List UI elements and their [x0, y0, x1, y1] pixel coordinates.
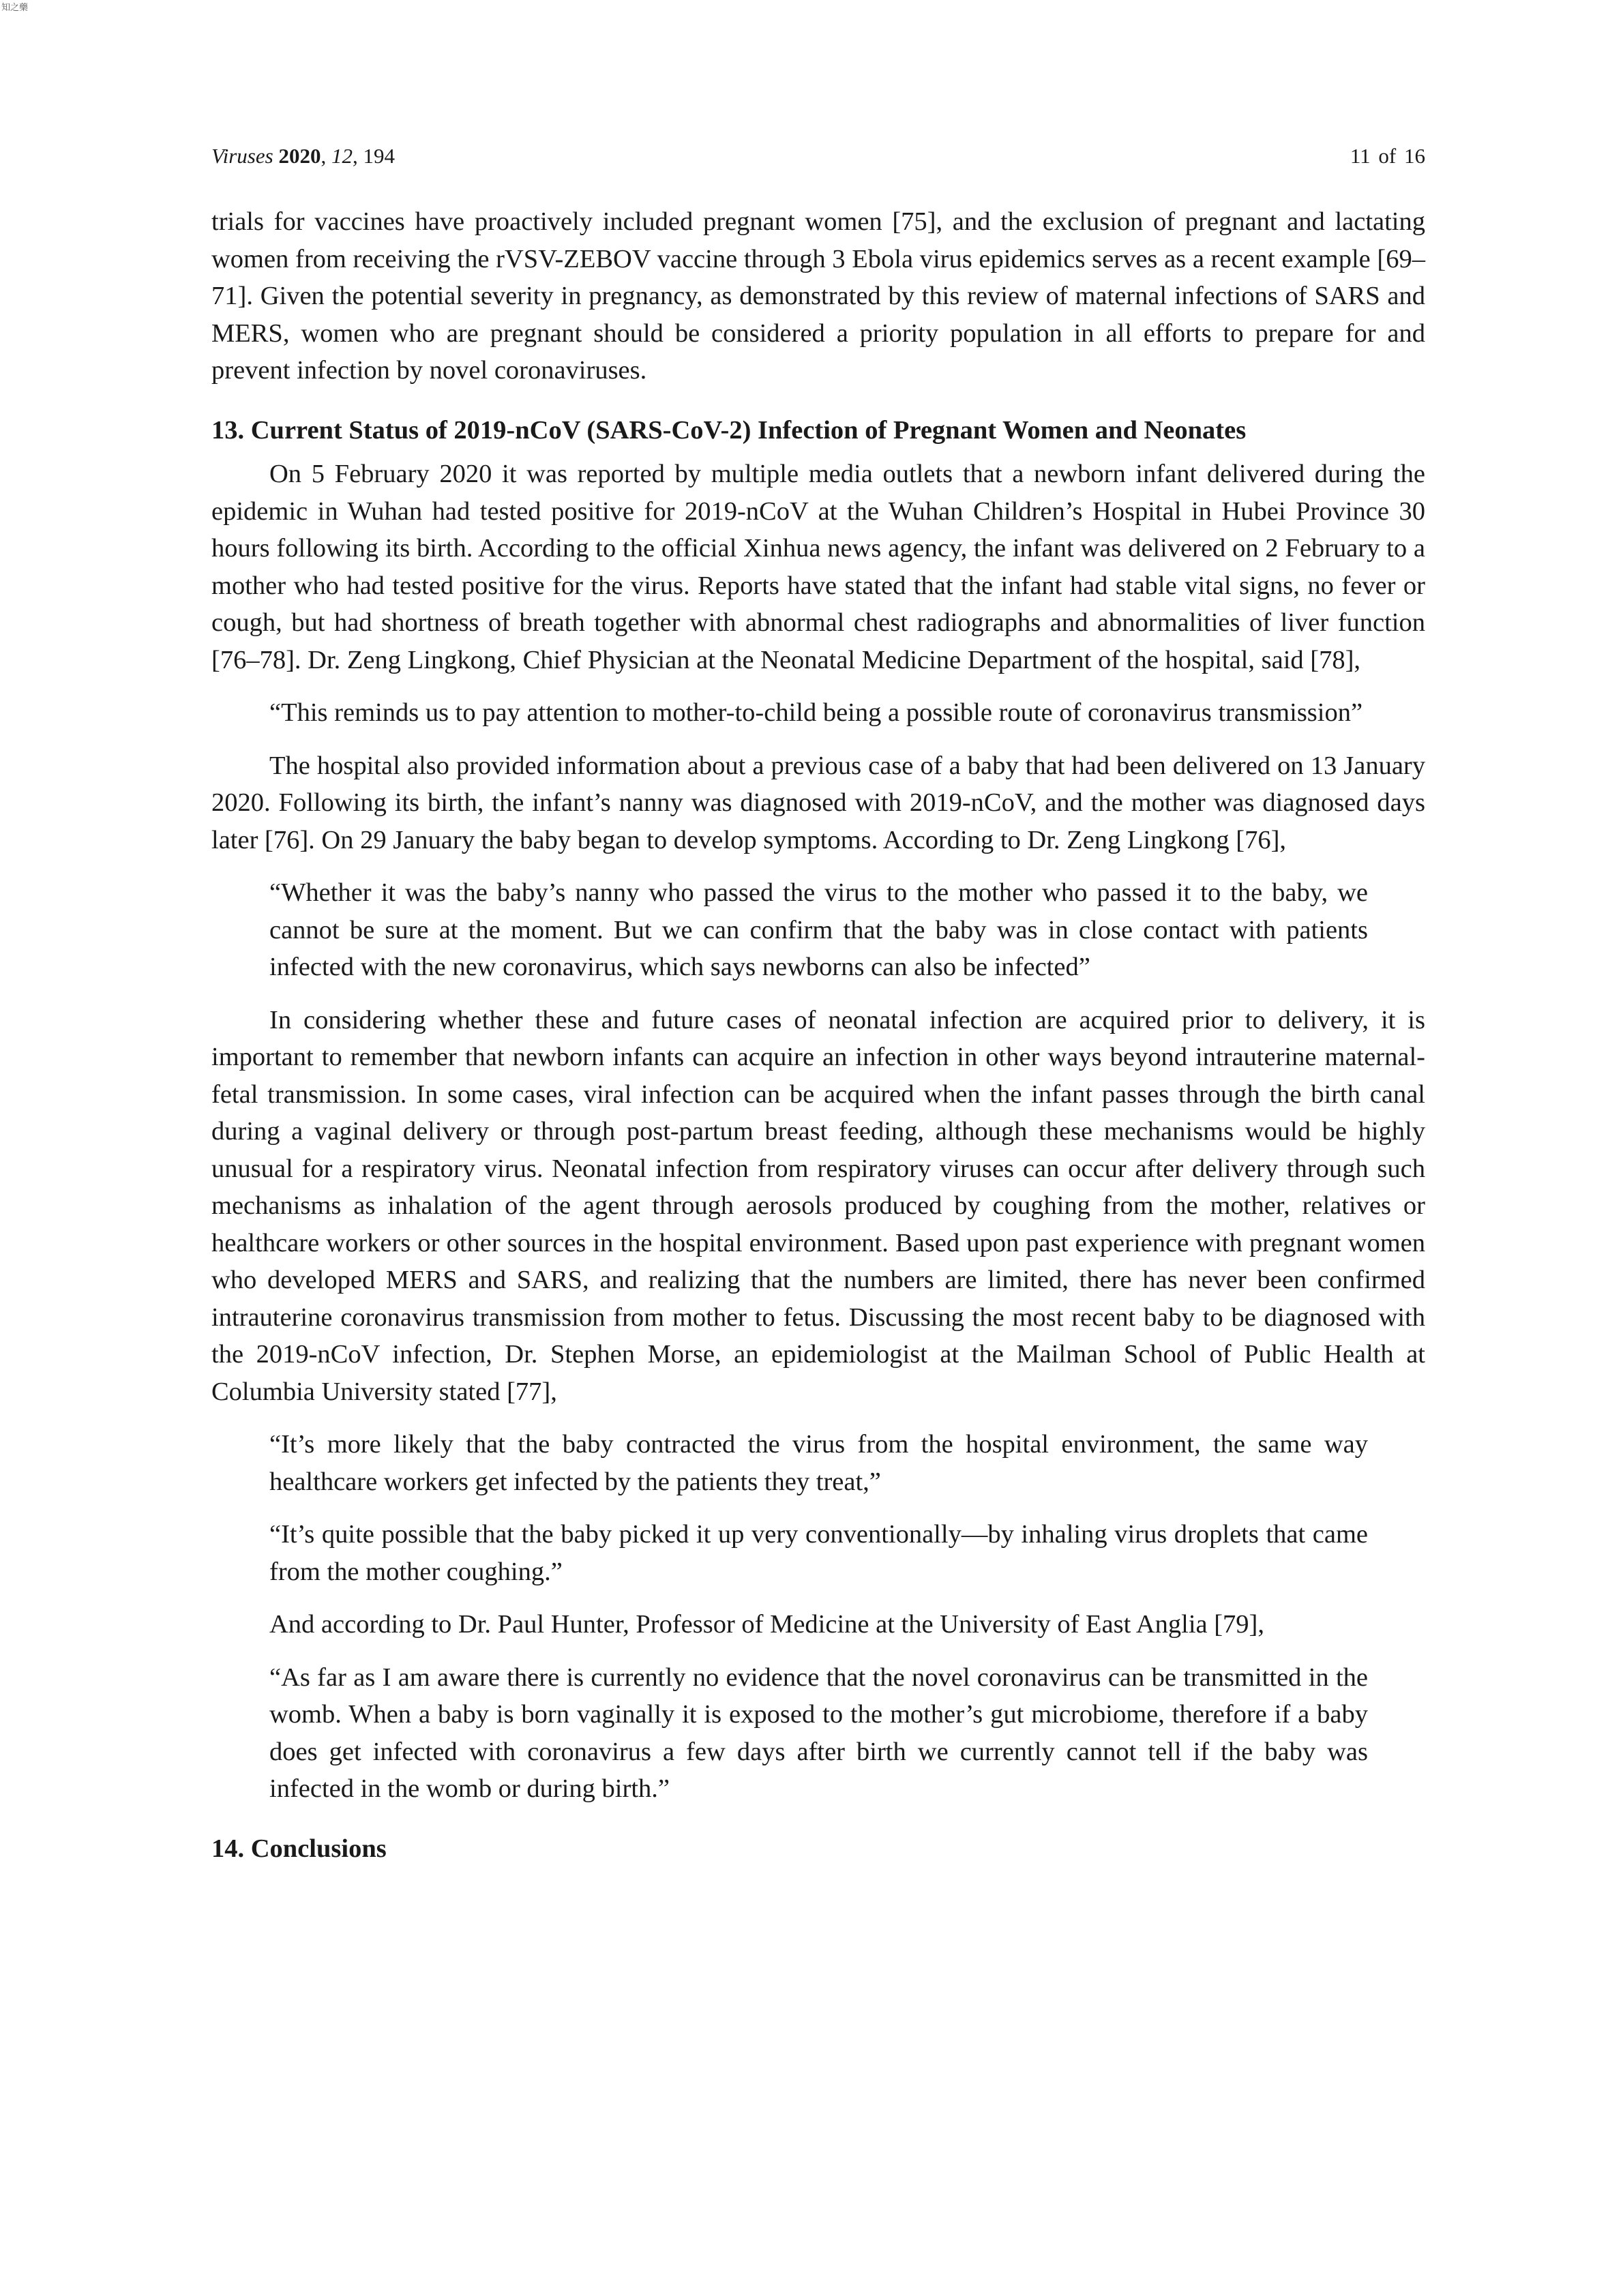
section-heading-13: 13. Current Status of 2019-nCoV (SARS-CoV-2) Infection of Pregnant Women and Neonates — [211, 415, 1247, 445]
block-quote: “Whether it was the baby’s nanny who passed the virus to the mother who passed it to the baby, we cannot be sure at the moment. But we can confirm that the baby was in close contact with patients infected with the new coronavirus, which says newborns can also be infected” — [269, 878, 1368, 981]
corner-watermark: 知之藥 — [1, 3, 29, 13]
running-header — [211, 143, 1425, 170]
journal-citation: Viruses 2020, 12, 194 — [211, 144, 395, 168]
journal-volume: 12 — [331, 144, 353, 168]
page-indicator: 11 of 16 — [1350, 144, 1425, 168]
block-quote: “As far as I am aware there is currently no evidence that the novel coronavirus can be transmitted in the womb. When a baby is born vaginally it is exposed to the mother’s gut microbiome, therefore if a baby does get infected with coronavirus a few days after birth we currently cannot tell if the baby was infected in the womb or during birth.” — [269, 1663, 1368, 1803]
block-quote: “It’s quite possible that the baby picked it up very conventionally—by inhaling virus droplets that came from the mother coughing.” — [269, 1520, 1368, 1586]
journal-year: 2020 — [278, 144, 321, 168]
article-number: 194 — [363, 144, 395, 168]
paragraph-continued: trials for vaccines have proactively included pregnant women [75], and the exclusion of pregnant and lactating women from receiving the rVSV-ZEBOV vaccine through 3 Ebola virus epidemics serves as a recent example [69–71]. Given the potential severity in pregnancy, as demonstrated by this review of maternal infections of SARS and MERS, women who are pregnant should be considered a priority population in all efforts to prepare for and prevent infection by novel coronaviruses. — [211, 207, 1425, 385]
block-quote: “It’s more likely that the baby contracted the virus from the hospital environment, the same way healthcare workers get infected by the patients they treat,” — [269, 1430, 1368, 1496]
paragraph: On 5 February 2020 it was reported by multiple media outlets that a newborn infant delivered during the epidemic in Wuhan had tested positive for 2019-nCoV at the Wuhan Children’s Hospital in Hubei Province 30 hours following its birth. According to the official Xinhua news agency, the infant was delivered on 2 February to a mother who had tested positive for the virus. Reports have stated that the infant had stable vital signs, no fever or cough, but had shortness of breath together with abnormal chest radiographs and abnormalities of liver function [76–78]. Dr. Zeng Lingkong, Chief Physician at the Neonatal Medicine Department of the hospital, said [78], — [211, 460, 1425, 674]
quote-lead-in: And according to Dr. Paul Hunter, Professor of Medicine at the University of East Anglia [79], — [269, 1610, 1264, 1639]
journal-name: Viruses — [211, 144, 273, 168]
paragraph: In considering whether these and future cases of neonatal infection are acquired prior to delivery, it is important to remember that newborn infants can acquire an infection in other ways beyond intrauterine maternal-fetal transmission. In some cases, viral infection can be acquired when the infant passes through the birth canal during a vaginal delivery or through post-partum breast feeding, although these mechanisms would be highly unusual for a respiratory virus. Neonatal infection from respiratory viruses can occur after delivery through such mechanisms as inhalation of the agent through aerosols produced by coughing from the mother, relatives or healthcare workers or other sources in the hospital environment. Based upon past experience with pregnant women who developed MERS and SARS, and realizing that the numbers are limited, there has never been confirmed intrauterine coronavirus transmission from mother to fetus. Discussing the most recent baby to be diagnosed with the 2019-nCoV infection, Dr. Stephen Morse, an epidemiologist at the Mailman School of Public Health at Columbia University stated [77], — [211, 1005, 1425, 1406]
paragraph: The hospital also provided information about a previous case of a baby that had been delivered on 13 January 2020. Following its birth, the infant’s nanny was diagnosed with 2019-nCoV, and the mother was diagnosed days later [76]. On 29 January the baby began to develop symptoms. According to Dr. Zeng Lingkong [76], — [211, 751, 1425, 854]
section-heading-14: 14. Conclusions — [211, 1834, 387, 1863]
article-body — [211, 203, 1425, 1867]
block-quote: “This reminds us to pay attention to mother-to-child being a possible route of coronavirus transmission” — [269, 698, 1363, 727]
